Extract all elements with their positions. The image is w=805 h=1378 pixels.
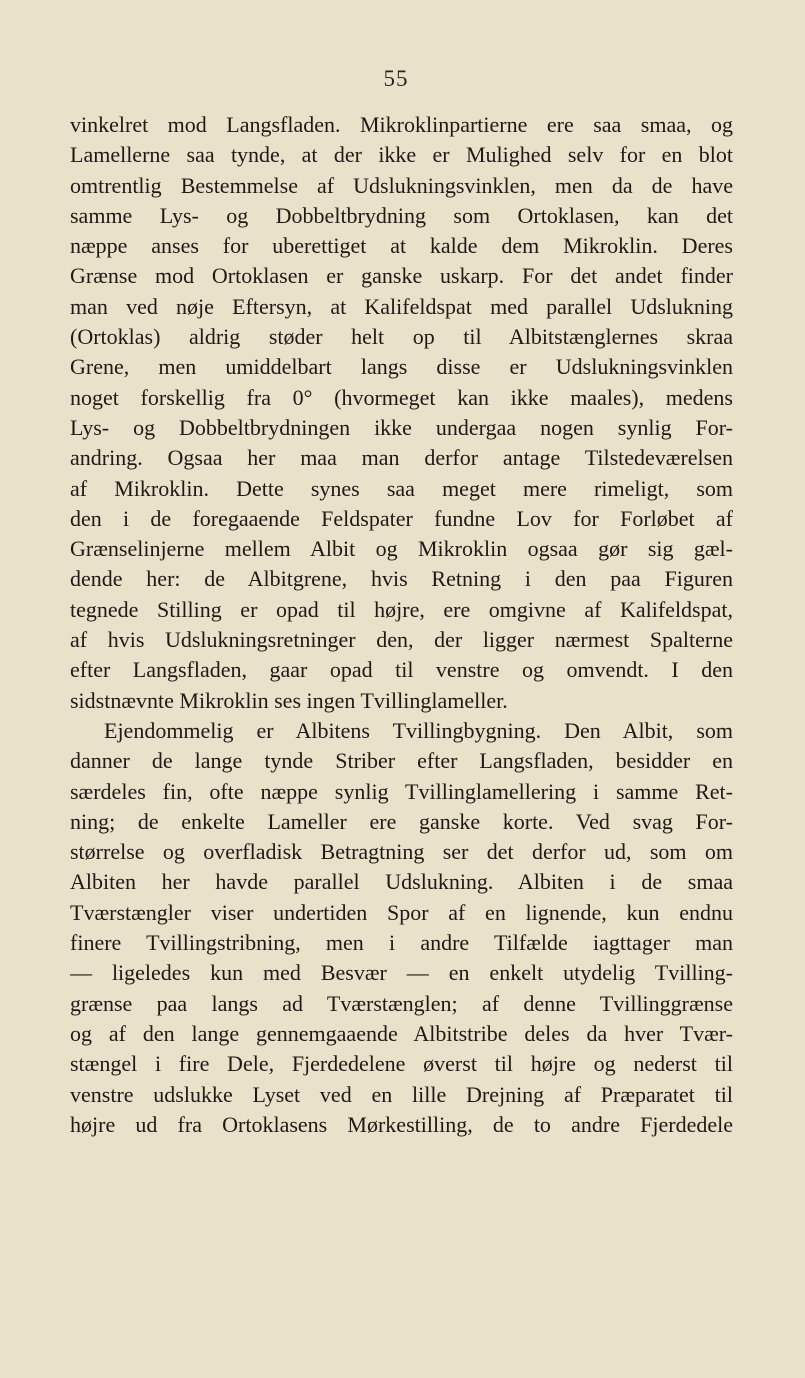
text-line: Albiten her havde parallel Udslukning. Albiten i de smaa: [70, 869, 733, 895]
text-line: Lys- og Dobbeltbrydningen ikke undergaa nogen synlig For-: [70, 414, 733, 440]
text-line: samme Lys- og Dobbeltbrydning som Ortoklasen, kan det: [70, 202, 733, 228]
text-line: man ved nøje Eftersyn, at Kalifeldspat med parallel Udslukning: [70, 293, 733, 319]
text-line: vinkelret mod Langsfladen. Mikroklinpartierne ere saa smaa, og: [70, 112, 733, 137]
text-line: danner de lange tynde Striber efter Langsfladen, besidder en: [70, 748, 733, 774]
text-line: venstre udslukke Lyset ved en lille Drejning af Præparatet til: [70, 1081, 733, 1107]
page-number: 55: [383, 66, 409, 91]
text-line: Lamellerne saa tynde, at der ikke er Mulighed selv for en blot: [70, 142, 733, 168]
text-line: ning; de enkelte Lameller ere ganske korte. Ved svag For-: [70, 808, 733, 834]
text-line: sidstnævnte Mikroklin ses ingen Tvillinglameller.: [70, 687, 508, 713]
text-line: Grænse mod Ortoklasen er ganske uskarp. For det andet finder: [70, 263, 733, 289]
text-line: af hvis Udslukningsretninger den, der ligger nærmest Spalterne: [70, 627, 733, 653]
text-line: dende her: de Albitgrene, hvis Retning i den paa Figuren: [70, 566, 733, 592]
body-text: [70, 110, 733, 1140]
text-line: Grene, men umiddelbart langs disse er Udslukningsvinklen: [70, 354, 733, 380]
text-line: Ejendommelig er Albitens Tvillingbygning. Den Albit, som: [104, 717, 733, 743]
text-line: Grænselinjerne mellem Albit og Mikroklin ogsaa gør sig gæl-: [70, 536, 733, 562]
text-line: næppe anses for uberettiget at kalde dem Mikroklin. Deres: [70, 233, 733, 259]
text-line: og af den lange gennemgaaende Albitstribe deles da hver Tvær-: [70, 1020, 733, 1046]
text-line: stængel i fire Dele, Fjerdedelene øverst til højre og nederst til: [70, 1051, 733, 1077]
text-line: den i de foregaaende Feldspater fundne Lov for Forløbet af: [70, 505, 733, 531]
text-line: — ligeledes kun med Besvær — en enkelt utydelig Tvilling-: [70, 960, 733, 986]
text-line: grænse paa langs ad Tværstænglen; af denne Tvillinggrænse: [70, 990, 733, 1016]
text-line: (Ortoklas) aldrig støder helt op til Albitstænglernes skraa: [70, 324, 733, 350]
text-line: tegnede Stilling er opad til højre, ere omgivne af Kalifeldspat,: [70, 596, 733, 622]
text-line: noget forskellig fra 0° (hvormeget kan ikke maales), medens: [70, 384, 733, 410]
text-line: efter Langsfladen, gaar opad til venstre og omvendt. I den: [70, 657, 733, 683]
text-line: særdeles fin, ofte næppe synlig Tvillinglamellering i samme Ret-: [70, 778, 733, 804]
text-line: andring. Ogsaa her maa man derfor antage Tilstedeværelsen: [70, 445, 733, 471]
text-line: størrelse og overfladisk Betragtning ser det derfor ud, som om: [70, 839, 733, 865]
text-line: Tværstængler viser undertiden Spor af en lignende, kun endnu: [70, 899, 733, 925]
text-line: finere Tvillingstribning, men i andre Tilfælde iagttager man: [70, 930, 733, 956]
text-line: højre ud fra Ortoklasens Mørkestilling, de to andre Fjerdedele: [70, 1111, 733, 1137]
text-line: af Mikroklin. Dette synes saa meget mere rimeligt, som: [70, 475, 733, 501]
text-line: omtrentlig Bestemmelse af Udslukningsvinklen, men da de have: [70, 172, 733, 198]
